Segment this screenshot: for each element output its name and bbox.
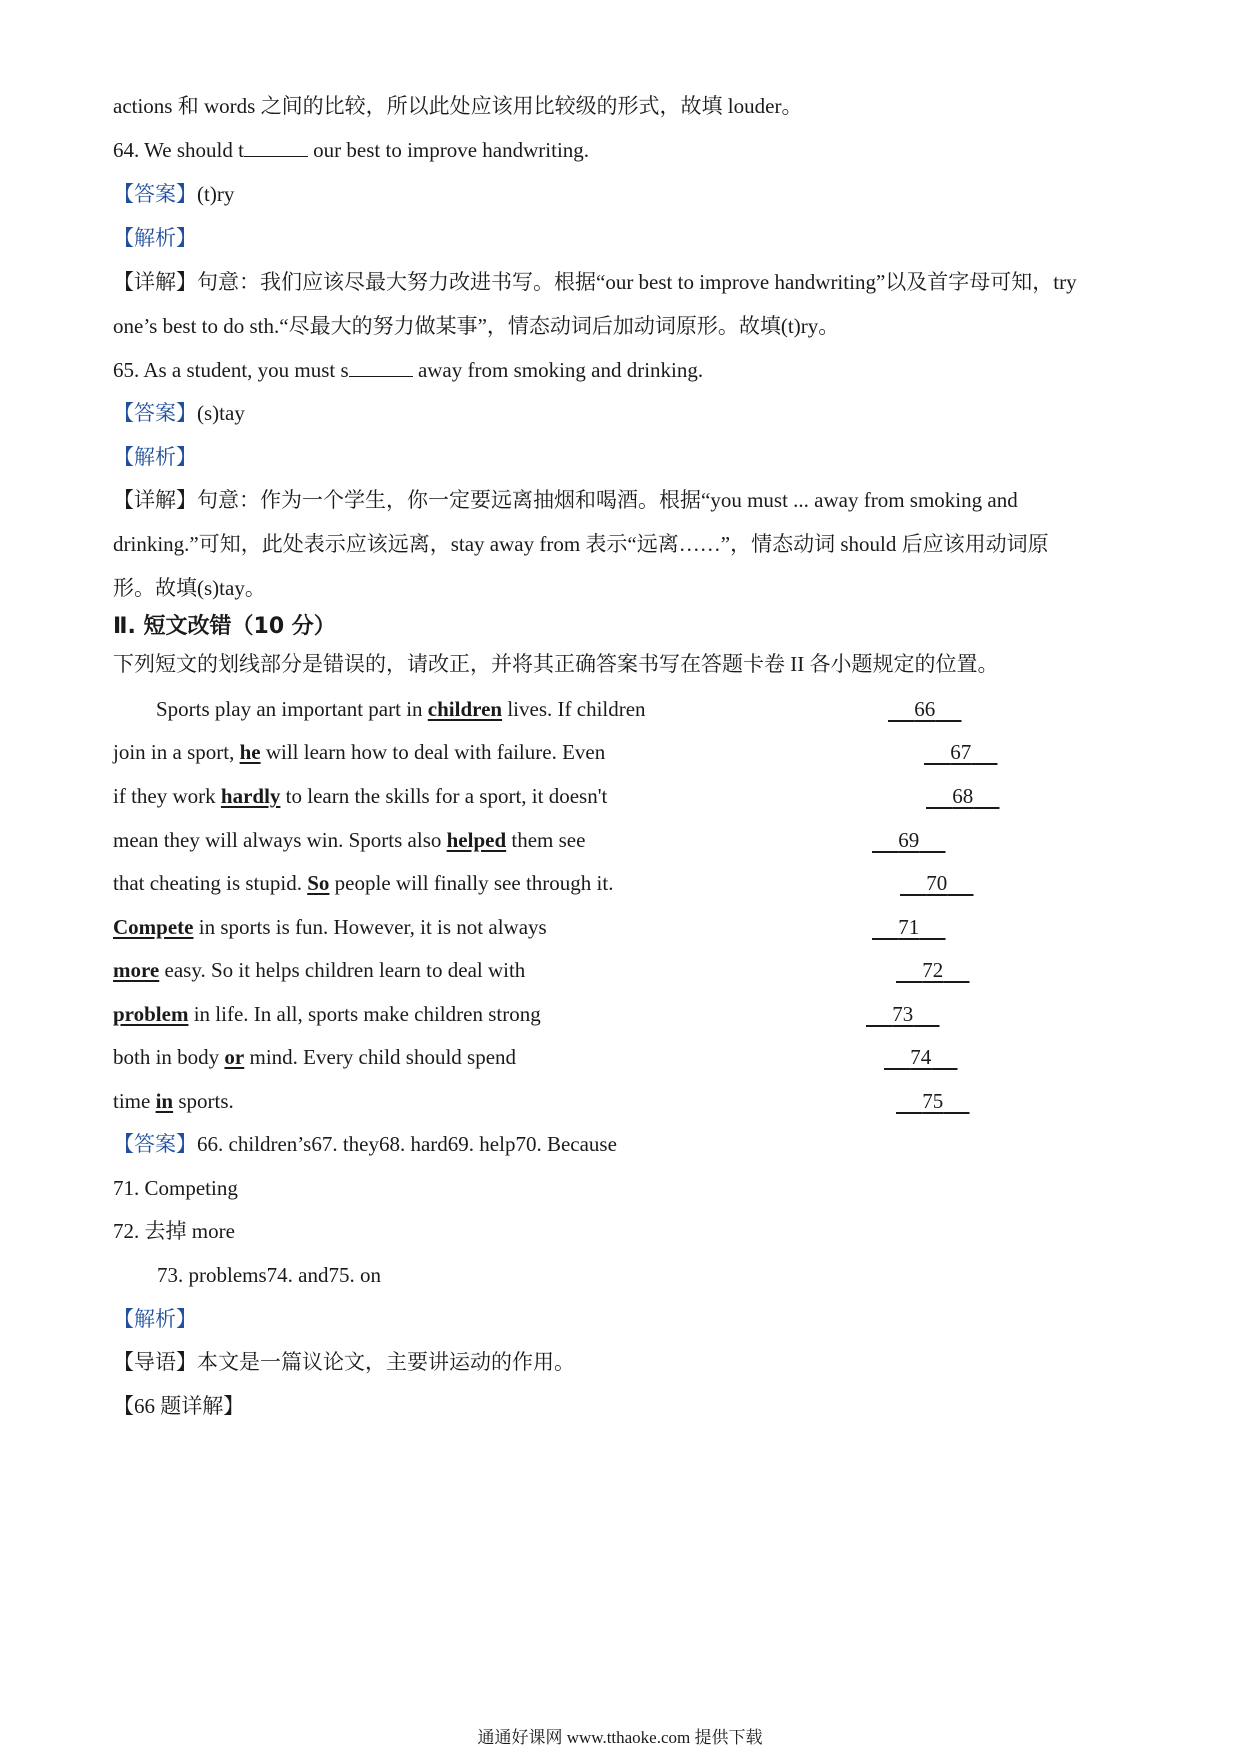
detail-64-line1: 【详解】句意：我们应该尽最大努力改进书写。根据“our best to improve handwriting”以及首字母可知，try xyxy=(113,270,1077,294)
passage-line: time in sports. xyxy=(113,1089,234,1113)
error-word: So xyxy=(307,871,330,895)
analysis-section xyxy=(113,1305,197,1333)
error-word: more xyxy=(113,958,160,982)
answer-number-blank: 68 xyxy=(952,784,974,808)
passage-line: both in body or mind. Every child should spend xyxy=(113,1045,517,1069)
passage-line: join in a sport, he will learn how to deal with failure. Even xyxy=(113,740,606,764)
analysis-64 xyxy=(113,224,197,252)
analysis-tag: 【解析】 xyxy=(113,226,197,250)
answer-65: 【答案】(s)tay xyxy=(113,401,245,425)
passage-line: more easy. So it helps children learn to deal with xyxy=(113,958,526,982)
section-title: Ⅱ. 短文改错（10 分） xyxy=(113,614,336,639)
error-word: or xyxy=(224,1045,245,1069)
guide-tag: 【导语】 xyxy=(113,1350,197,1374)
detail-64-line2: one’s best to do sth.“尽最大的努力做某事”，情态动词后加动词原形。故填(t)ry。 xyxy=(113,314,840,338)
answer-number-blank: 74 xyxy=(910,1045,932,1069)
passage-line: Sports play an important part in children lives. If children xyxy=(156,697,646,721)
answer-number-blank: 73 xyxy=(892,1002,914,1026)
detail-65-line1: 【详解】句意：作为一个学生，你一定要远离抽烟和喝酒。根据“you must ... away from smoking and xyxy=(113,488,1018,512)
error-word: in xyxy=(155,1089,174,1113)
detail-65-line2: drinking.”可知，此处表示应该远离，stay away from 表示“远离……”，情态动词 should 后应该用动词原 xyxy=(113,532,1049,556)
error-word: Compete xyxy=(113,915,194,939)
answers-row-1: 【答案】66. children’s67. they68. hard69. help70. Because xyxy=(113,1132,617,1156)
detail-65-line3: 形。故填(s)tay。 xyxy=(113,576,266,600)
passage-line: mean they will always win. Sports also helped them see xyxy=(113,828,586,852)
answer-64: 【答案】(t)ry xyxy=(113,182,235,206)
answer-number-blank: 66 xyxy=(914,697,936,721)
answer-number-blank: 71 xyxy=(898,915,920,939)
answer-number-blank: 69 xyxy=(898,828,920,852)
guide-line: 【导语】本文是一篇议论文，主要讲运动的作用。 xyxy=(113,1350,575,1374)
analysis-tag: 【解析】 xyxy=(113,445,197,469)
footer: 通通好课网 www.tthaoke.com 提供下载 xyxy=(477,1728,763,1747)
error-word: he xyxy=(239,740,261,764)
passage-line: if they work hardly to learn the skills for a sport, it doesn't xyxy=(113,784,608,808)
answer-blank xyxy=(244,136,308,157)
answer-71: 71. Competing xyxy=(113,1176,238,1200)
detail-tag: 【详解】 xyxy=(113,488,197,512)
error-word: hardly xyxy=(220,784,281,808)
passage-line: problem in life. In all, sports make children strong xyxy=(113,1002,541,1026)
answer-number-blank: 67 xyxy=(950,740,972,764)
answer-tag: 【答案】 xyxy=(113,1132,197,1156)
passage-line: that cheating is stupid. So people will finally see through it. xyxy=(113,871,614,895)
error-word: helped xyxy=(446,828,507,852)
answer-number-blank: 72 xyxy=(922,958,944,982)
analysis-65 xyxy=(113,443,197,471)
q66-detail-heading: 【66 题详解】 xyxy=(113,1394,245,1418)
answer-number-blank: 75 xyxy=(922,1089,944,1113)
question-65: 65. As a student, you must s away from smoking and drinking. xyxy=(113,358,704,382)
analysis-tag: 【解析】 xyxy=(113,1307,197,1331)
error-word: problem xyxy=(113,1002,189,1026)
answer-72: 72. 去掉 more xyxy=(113,1219,235,1243)
answers-row-3: 73. problems74. and75. on xyxy=(157,1263,381,1287)
answer-blank xyxy=(349,356,413,377)
detail-tag: 【详解】 xyxy=(113,270,197,294)
answer-tag: 【答案】 xyxy=(113,401,197,425)
text-line: actions 和 words 之间的比较，所以此处应该用比较级的形式，故填 louder。 xyxy=(113,94,803,118)
error-word: children xyxy=(427,697,503,721)
answer-number-blank: 70 xyxy=(926,871,948,895)
answer-tag: 【答案】 xyxy=(113,182,197,206)
passage-line: Compete in sports is fun. However, it is not always xyxy=(113,915,547,939)
section-instructions: 下列短文的划线部分是错误的，请改正，并将其正确答案书写在答题卡卷 II 各小题规定的位置。 xyxy=(113,652,999,676)
question-64: 64. We should t our best to improve handwriting. xyxy=(113,138,590,162)
